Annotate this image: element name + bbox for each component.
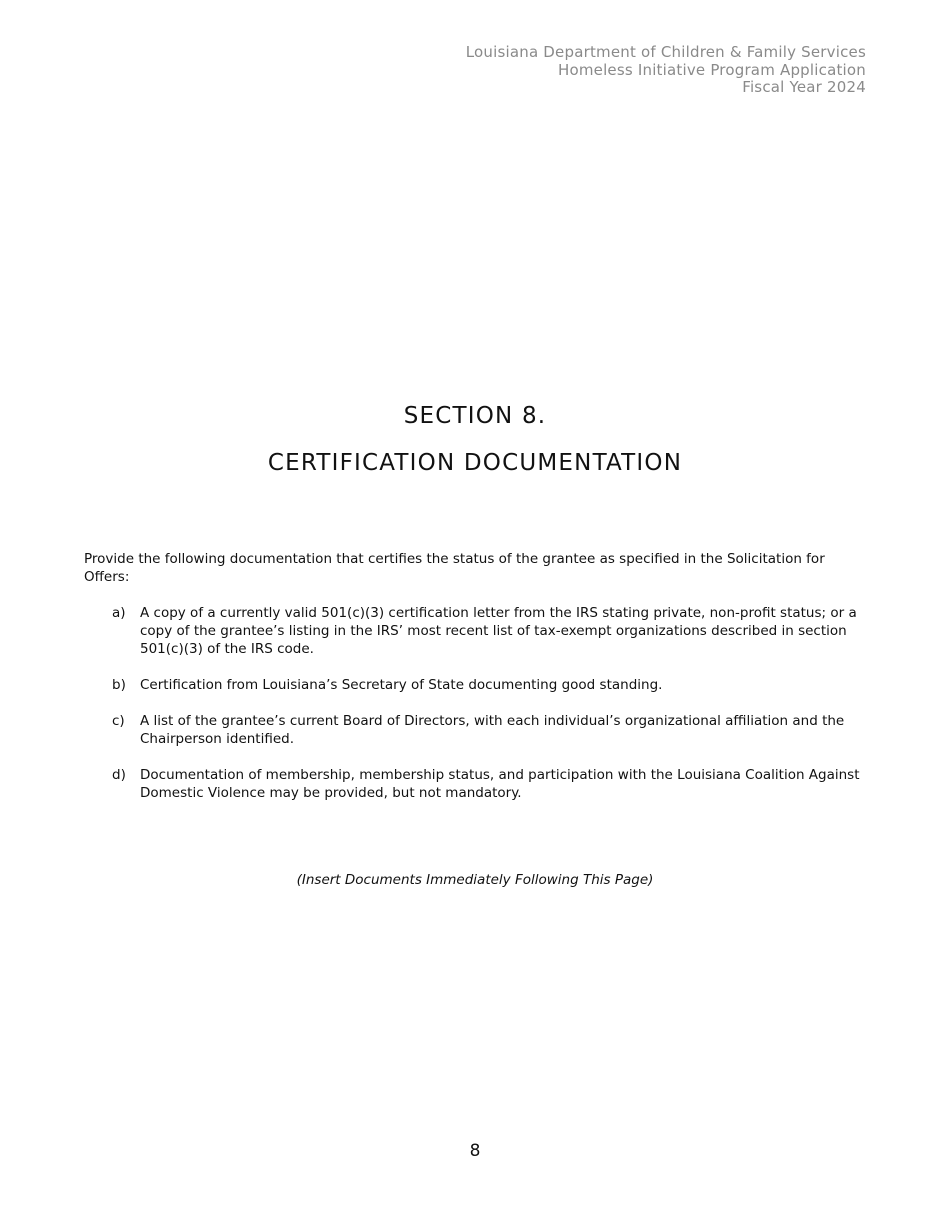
intro-paragraph: Provide the following documentation that certifies the status of the grantee as specified in the Solicitation for Offers: bbox=[84, 551, 825, 585]
list-item-text: A copy of a currently valid 501(c)(3) certification letter from the IRS stating private, non-profit status; or a copy of the grantee’s listing in the IRS’ most recent list of tax-exempt organizations described in section 501(c)(3) of the IRS code. bbox=[140, 605, 857, 657]
list-item-marker: d) bbox=[112, 767, 126, 783]
list-item bbox=[112, 676, 872, 694]
page-header bbox=[466, 44, 866, 97]
section-title: SECTION 8. bbox=[403, 403, 547, 429]
list-item bbox=[112, 604, 872, 658]
header-fiscal-year: Fiscal Year 2024 bbox=[742, 78, 866, 96]
insert-documents-note: (Insert Documents Immediately Following This Page) bbox=[296, 872, 654, 888]
list-item-text: A list of the grantee’s current Board of Directors, with each individual’s organizational affiliation and the Chairperson identified. bbox=[140, 713, 845, 747]
list-item-marker: a) bbox=[112, 605, 126, 621]
list-item bbox=[112, 766, 872, 802]
list-item bbox=[112, 712, 872, 748]
list-item-text: Certification from Louisiana’s Secretary of State documenting good standing. bbox=[140, 677, 663, 693]
documentation-list bbox=[112, 604, 872, 820]
header-agency: Louisiana Department of Children & Family Services bbox=[465, 43, 866, 61]
section-heading bbox=[0, 400, 950, 479]
header-program: Homeless Initiative Program Application bbox=[557, 60, 866, 79]
list-item-marker: c) bbox=[112, 713, 125, 729]
page-number: 8 bbox=[469, 1141, 481, 1161]
list-item-marker: b) bbox=[112, 677, 126, 693]
list-item-text: Documentation of membership, membership status, and participation with the Louisiana Coalition Against Domestic Violence may be provided, but not mandatory. bbox=[140, 767, 860, 801]
section-subtitle: CERTIFICATION DOCUMENTATION bbox=[267, 450, 683, 476]
